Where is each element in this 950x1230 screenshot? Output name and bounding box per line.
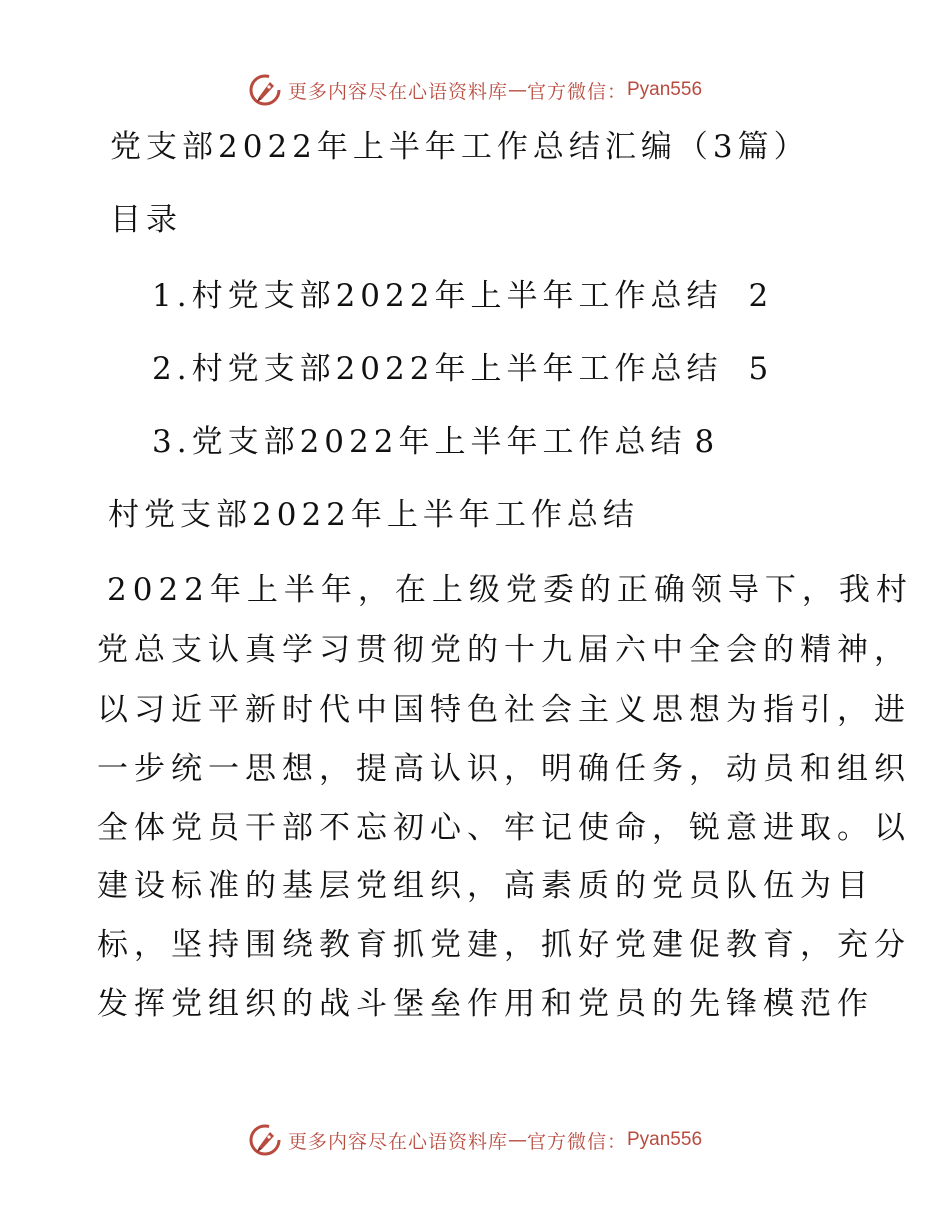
watermark-separator: — <box>507 79 527 101</box>
toc-item-label: 3.党支部2022年上半年工作总结 <box>152 424 687 460</box>
watermark-handle: Pyan556 <box>627 1129 703 1150</box>
paragraph-line: 以习近平新时代中国特色社会主义思想为指引，进 <box>97 692 911 728</box>
paragraph-line: 标，坚持围绕教育抓党建，抓好党建促教育，充分 <box>97 927 911 963</box>
toc-item-page: 2 <box>748 278 774 314</box>
toc-item[interactable] <box>152 349 773 389</box>
paragraph-line: 党总支认真学习贯彻党的十九届六中全会的精神， <box>97 632 911 668</box>
document-title: 党支部2022年上半年工作总结汇编（3篇） <box>110 129 810 165</box>
footer-watermark <box>0 1122 950 1158</box>
toc-item[interactable] <box>152 276 773 316</box>
paragraph-line: 一步统一思想，提高认识，明确任务，动员和组织 <box>97 751 911 787</box>
paragraph-line: 全体党员干部不忘初心、牢记使命，锐意进取。以 <box>97 810 911 846</box>
toc-item-page: 5 <box>748 351 774 387</box>
toc-item-page: 8 <box>694 424 720 460</box>
toc-item[interactable] <box>152 422 719 462</box>
paragraph-line: 2022年上半年，在上级党委的正确领导下，我村 <box>107 572 913 608</box>
paragraph-line: 建设标准的基层党组织，高素质的党员队伍为目 <box>97 868 874 904</box>
pen-nib-logo-icon <box>248 1123 282 1157</box>
watermark-handle: Pyan556 <box>627 79 703 100</box>
pen-nib-logo-icon <box>248 73 282 107</box>
watermark-wechat-label: 官方微信： <box>526 80 627 103</box>
header-watermark <box>0 72 950 108</box>
watermark-brand: 更多内容尽在心语资料库 <box>287 1130 508 1153</box>
toc-item-label: 1.村党支部2022年上半年工作总结 <box>152 278 723 314</box>
section-heading: 村党支部2022年上半年工作总结 <box>108 497 639 533</box>
toc-heading: 目录 <box>110 202 182 238</box>
watermark-separator: — <box>507 1129 527 1151</box>
paragraph-line: 发挥党组织的战斗堡垒作用和党员的先锋模范作 <box>97 986 874 1022</box>
watermark-brand: 更多内容尽在心语资料库 <box>287 80 508 103</box>
toc-item-label: 2.村党支部2022年上半年工作总结 <box>152 351 723 387</box>
watermark-wechat-label: 官方微信： <box>526 1130 627 1153</box>
